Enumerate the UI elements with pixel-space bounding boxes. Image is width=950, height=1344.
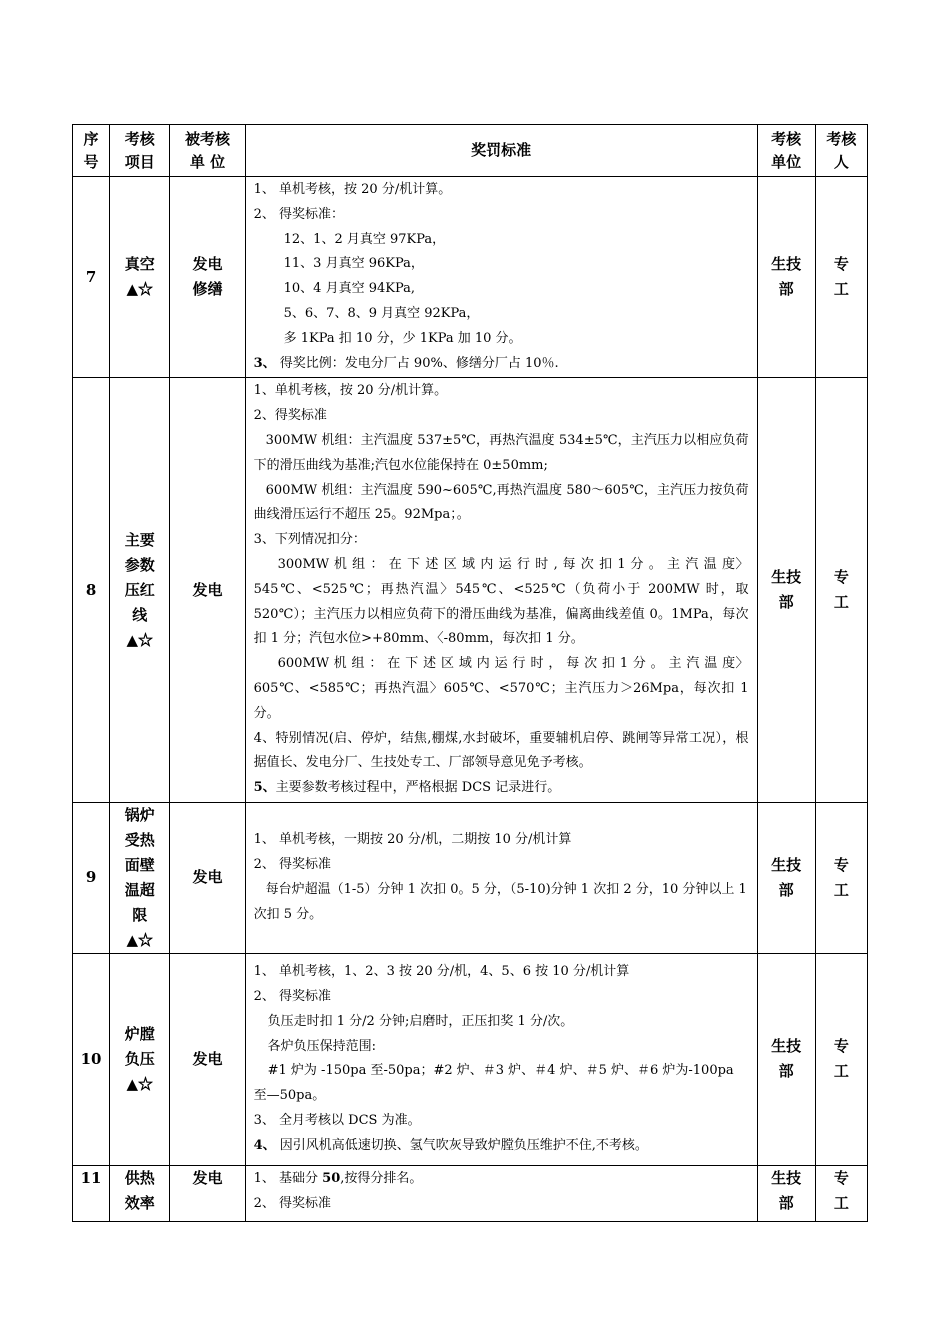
- row-standard: [245, 177, 757, 378]
- standard-line: 300MW 机组：主汽温度 537±5℃，再热汽温度 534±5℃，主汽压力以相应负荷下的滑压曲线为基准;汽包水位能保持在 0±50mm;: [253, 432, 749, 473]
- standard-line: 1、 单机考核，1、2、3 按 20 分/机，4、5、6 按 10 分/机计算: [253, 964, 630, 980]
- header-standard: 奖罚标准: [245, 125, 757, 177]
- standard-line: #1 炉为 -150pa 至-50pa；#2 炉、＃3 炉、＃4 炉、＃5 炉、＃6 炉为-100pa 至—50pa。: [253, 1063, 734, 1104]
- row-person: 专工: [815, 378, 867, 803]
- row-no: 8: [73, 378, 110, 803]
- row-unit: 发电: [170, 802, 245, 953]
- table-row: [73, 953, 868, 1165]
- standard-line: 2、 得奖标准: [253, 1195, 332, 1211]
- row-unit: 发电: [170, 378, 245, 803]
- standard-line: 各炉负压保持范围:: [267, 1038, 377, 1054]
- row-unit: 发电修缮: [170, 177, 245, 378]
- standard-line: 多 1KPa 扣 10 分，少 1KPa 加 10 分。: [283, 330, 522, 346]
- row-dept: 生技部: [757, 1165, 815, 1221]
- row-no: 10: [73, 953, 110, 1165]
- table-header-row: [73, 125, 868, 177]
- standard-line: 4、特别情况(启、停炉，结焦,棚煤,水封破坏，重要辅机启停、跳闸等异常工况），根据值长、发电分厂、生技处专工、厂部领导意见免予考核。: [253, 730, 749, 771]
- row-standard: [245, 802, 757, 953]
- table-row: [73, 1165, 868, 1221]
- row-dept: 生技部: [757, 378, 815, 803]
- standard-line: 4、 因引风机高低速切换、氢气吹灰导致炉膛负压维护不住,不考核。: [253, 1137, 648, 1153]
- row-dept: 生技部: [757, 177, 815, 378]
- standard-line: 11、3 月真空 96KPa，: [283, 256, 424, 272]
- header-item: 考核项目: [110, 125, 170, 177]
- row-no: 11: [73, 1165, 110, 1221]
- row-standard: [245, 378, 757, 803]
- row-unit: 发电: [170, 1165, 245, 1221]
- table-row: [73, 177, 868, 378]
- row-person: 专工: [815, 953, 867, 1165]
- standard-line: 2、 得奖标准: [253, 857, 332, 873]
- standard-line: 1、 单机考核，按 20 分/机计算。: [253, 182, 452, 197]
- standard-line: 每台炉超温（1-5）分钟 1 次扣 0。5 分，（5-10)分钟 1 次扣 2 分，10 分钟以上 1 次扣 5 分。: [253, 881, 747, 922]
- standard-line: 12、1、2 月真空 97KPa，: [283, 231, 446, 247]
- standard-line: 600MW 机 组 ： 在 下 述 区 域 内 运 行 时 ， 每 次 扣 1 分 。 主 汽 温 度〉605℃、<585℃；再热汽温〉605℃、<570℃；主汽压力＞26Mpa，每次扣 1 分。: [253, 656, 749, 721]
- header-person: 考核人: [815, 125, 867, 177]
- standard-line: 5、主要参数考核过程中，严格根据 DCS 记录进行。: [253, 780, 561, 796]
- table-row: [73, 378, 868, 803]
- row-item: 真空▲☆: [110, 177, 170, 378]
- row-standard: [245, 953, 757, 1165]
- row-person: 专工: [815, 1165, 867, 1221]
- row-standard: [245, 1165, 757, 1221]
- standard-line: 600MW 机组：主汽温度 590~605℃,再热汽温度 580～605℃，主汽压力按负荷曲线滑压运行不超压 25。92Mpa；。: [253, 482, 749, 523]
- row-unit: 发电: [170, 953, 245, 1165]
- row-no: 7: [73, 177, 110, 378]
- row-no: 9: [73, 802, 110, 953]
- row-person: 专工: [815, 802, 867, 953]
- standard-line: 2、 得奖标准: [253, 989, 332, 1005]
- assessment-table: [72, 124, 868, 1222]
- row-item: 主要参数压红线▲☆: [110, 378, 170, 803]
- row-dept: 生技部: [757, 802, 815, 953]
- row-dept: 生技部: [757, 953, 815, 1165]
- row-item: 锅炉受热面壁温超限▲☆: [110, 802, 170, 953]
- header-dept: 考核单位: [757, 125, 815, 177]
- standard-line: 2、得奖标准: [253, 408, 327, 424]
- standard-line: 3、 全月考核以 DCS 为准。: [253, 1113, 421, 1129]
- standard-line: 1、 基础分 50,按得分排名。: [253, 1170, 423, 1186]
- row-item: 供热效率: [110, 1165, 170, 1221]
- standard-line: 2、 得奖标准：: [253, 206, 345, 222]
- standard-line: 5、6、7、8、9 月真空 92KPa，: [283, 305, 480, 321]
- header-no: 序号: [73, 125, 110, 177]
- table-row: [73, 802, 868, 953]
- standard-line: 1、 单机考核，一期按 20 分/机，二期按 10 分/机计算: [253, 832, 572, 848]
- standard-line: 1、单机考核，按 20 分/机计算。: [253, 383, 448, 399]
- standard-line: 负压走时扣 1 分/2 分钟;启磨时，正压扣奖 1 分/次。: [267, 1013, 574, 1029]
- header-unit: 被考核单 位: [170, 125, 245, 177]
- standard-line: 10、4 月真空 94KPa,: [283, 281, 416, 297]
- standard-line: 3、 得奖比例：发电分厂占 90%、修缮分厂占 10％.: [253, 355, 559, 371]
- row-person: 专工: [815, 177, 867, 378]
- standard-line: 300MW 机 组 ： 在 下 述 区 域 内 运 行 时 , 每 次 扣 1 分 。 主 汽 温 度〉545℃、<525℃；再热汽温〉545℃、<525℃（负荷小于 200MW 时，取 520℃）；主汽压力以相应负荷下的滑压曲线为基准，偏离曲线差值 0。1MPa，每次扣 1 分；汽包水位>+80mm、〈-80mm，每次扣 1 分。: [253, 556, 749, 647]
- row-item: 炉膛负压▲☆: [110, 953, 170, 1165]
- standard-line: 3、下列情况扣分：: [253, 532, 366, 548]
